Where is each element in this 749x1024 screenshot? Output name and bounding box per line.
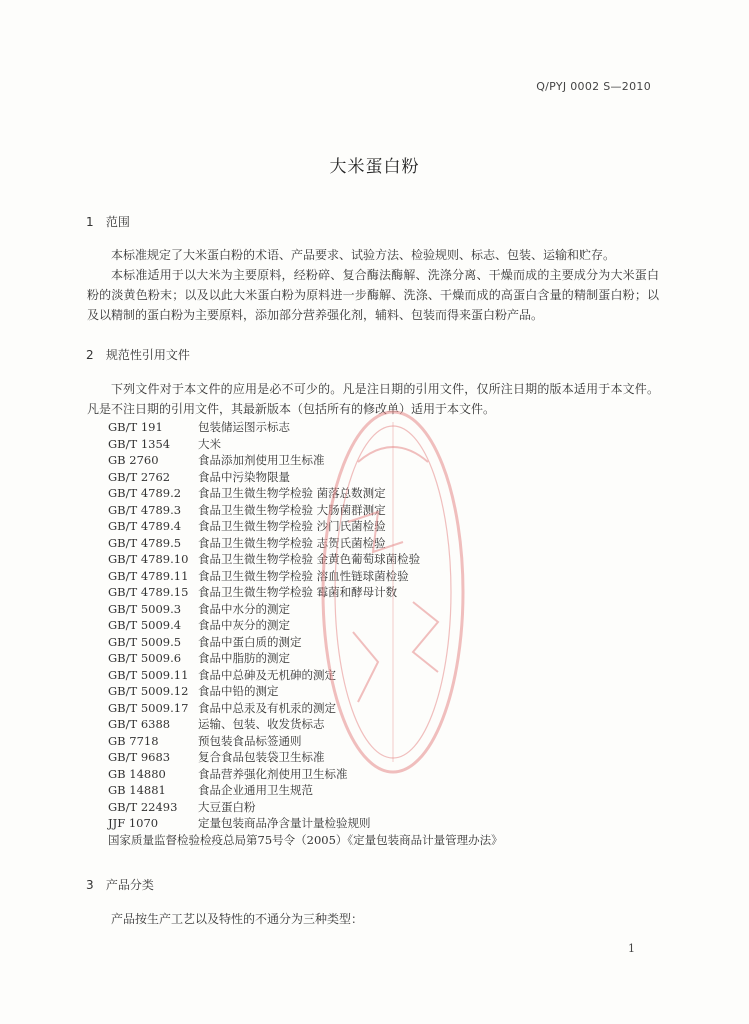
reference-title: 食品添加剂使用卫生标准 — [198, 453, 325, 467]
reference-item — [108, 700, 503, 717]
document-code: Q/PYJ 0002 S—2010 — [536, 80, 651, 93]
reference-code: GB 14880 — [108, 766, 166, 781]
reference-item — [108, 634, 503, 651]
scope-text — [87, 245, 659, 325]
reference-title: 食品卫生微生物学检验 霉菌和酵母计数 — [198, 585, 398, 599]
reference-title: 食品中总砷及无机砷的测定 — [198, 667, 336, 682]
reference-item — [108, 419, 503, 436]
normative-intro — [87, 379, 659, 419]
section-title: 范围 — [105, 215, 130, 229]
section-title: 规范性引用文件 — [105, 348, 190, 362]
reference-code: GB/T 5009.5 — [108, 634, 182, 649]
reference-title: 复合食品包装袋卫生标准 — [198, 750, 325, 764]
reference-title: 食品中脂肪的测定 — [198, 651, 290, 665]
reference-item — [108, 799, 503, 816]
reference-code: GB 2760 — [108, 453, 159, 467]
reference-title: 预包装食品标签通则 — [198, 733, 302, 748]
reference-title: 食品卫生微生物学检验 溶血性链球菌检验 — [198, 568, 409, 583]
reference-code: GB/T 1354 — [108, 436, 171, 451]
reference-item — [108, 766, 503, 783]
reference-title: 食品中蛋白质的测定 — [198, 634, 302, 649]
reference-code: GB/T 22493 — [108, 799, 178, 814]
reference-item — [108, 469, 503, 486]
reference-item — [108, 535, 503, 552]
section-number: 2 — [86, 348, 94, 362]
reference-title: 食品卫生微生物学检验 沙门氏菌检验 — [198, 519, 386, 533]
reference-title: 定量包装商品净含量计量检验规则 — [198, 816, 371, 830]
reference-code: GB 7718 — [108, 733, 159, 748]
reference-code: GB/T 4789.4 — [108, 519, 182, 533]
reference-title: 食品中污染物限量 — [198, 469, 290, 484]
reference-item — [108, 551, 503, 568]
reference-item — [108, 716, 503, 733]
reference-item — [108, 650, 503, 667]
section-number: 3 — [86, 878, 94, 892]
reference-code: GB/T 4789.11 — [108, 568, 189, 583]
reference-item — [108, 832, 503, 849]
reference-item — [108, 502, 503, 519]
reference-code: GB/T 191 — [108, 420, 163, 434]
reference-code: GB/T 4789.15 — [108, 585, 189, 599]
reference-item — [108, 452, 503, 469]
reference-title: 大豆蛋白粉 — [198, 799, 256, 814]
reference-item — [108, 485, 503, 502]
page-number: 1 — [628, 942, 635, 955]
scope-paragraph-2: 本标准适用于以大米为主要原料，经粉碎、复合酶法酶解、洗涤分离、干燥而成的主要成分为大米蛋白粉的淡黄色粉末；以及以此大米蛋白粉为原料进一步酶解、洗涤、干燥而成的高蛋白含量的精制蛋白粉；以及以精制的蛋白粉为主要原料，添加部分营养强化剂，辅料、包装而得来蛋白粉产品。 — [87, 268, 659, 322]
section-number: 1 — [86, 215, 94, 229]
reference-title: 包装储运图示标志 — [198, 420, 290, 434]
reference-code: JJF 1070 — [108, 816, 159, 830]
reference-title: 国家质量监督检验检疫总局第75号令（2005）《定量包装商品计量管理办法》 — [108, 832, 503, 847]
reference-item — [108, 733, 503, 750]
reference-code: GB/T 5009.12 — [108, 684, 189, 698]
reference-item — [108, 683, 503, 700]
reference-code: GB 14881 — [108, 783, 166, 797]
reference-code: GB/T 5009.6 — [108, 651, 182, 665]
reference-code: GB/T 5009.11 — [108, 667, 189, 682]
reference-title: 食品企业通用卫生规范 — [198, 783, 313, 797]
reference-title: 食品中水分的测定 — [198, 601, 290, 616]
classification-text — [87, 909, 659, 929]
section-heading-classification — [86, 876, 154, 893]
reference-title: 食品中总汞及有机汞的测定 — [198, 700, 336, 715]
reference-item — [108, 667, 503, 684]
reference-item — [108, 782, 503, 799]
reference-title: 食品中灰分的测定 — [198, 618, 290, 632]
reference-item — [108, 749, 503, 766]
reference-title: 大米 — [198, 436, 221, 451]
section-heading-normative — [86, 346, 190, 363]
reference-title: 食品卫生微生物学检验 金黄色葡萄球菌检验 — [198, 552, 421, 566]
reference-title: 食品中铅的测定 — [198, 684, 279, 698]
classification-intro: 产品按生产工艺以及特性的不通分为三种类型： — [111, 912, 364, 926]
reference-item — [108, 584, 503, 601]
normative-intro-paragraph: 下列文件对于本文件的应用是必不可少的。凡是注日期的引用文件，仅所注日期的版本适用于本文件。凡是不注日期的引用文件，其最新版本（包括所有的修改单）适用于本文件。 — [87, 382, 659, 416]
reference-code: GB/T 4789.2 — [108, 486, 182, 500]
reference-title: 食品卫生微生物学检验 大肠菌群测定 — [198, 502, 386, 517]
reference-item — [108, 815, 503, 832]
reference-item — [108, 568, 503, 585]
reference-code: GB/T 4789.3 — [108, 502, 182, 517]
reference-code: GB/T 5009.17 — [108, 700, 189, 715]
reference-code: GB/T 5009.3 — [108, 601, 182, 616]
reference-item — [108, 518, 503, 535]
reference-code: GB/T 2762 — [108, 469, 171, 484]
reference-code: GB/T 9683 — [108, 750, 171, 764]
reference-code: GB/T 4789.10 — [108, 552, 189, 566]
reference-code: GB/T 5009.4 — [108, 618, 182, 632]
reference-title: 食品卫生微生物学检验 志贺氏菌检验 — [198, 535, 386, 550]
reference-title: 食品卫生微生物学检验 菌落总数测定 — [198, 486, 386, 500]
reference-code: GB/T 4789.5 — [108, 535, 182, 550]
reference-item — [108, 601, 503, 618]
scope-paragraph-1: 本标准规定了大米蛋白粉的术语、产品要求、试验方法、检验规则、标志、包装、运输和贮存。 — [111, 248, 616, 262]
reference-title: 运输、包装、收发货标志 — [198, 717, 325, 731]
section-title: 产品分类 — [105, 878, 154, 892]
reference-list — [108, 419, 503, 848]
reference-code: GB/T 6388 — [108, 717, 171, 731]
section-heading-scope — [86, 213, 130, 230]
document-title: 大米蛋白粉 — [329, 157, 420, 177]
reference-item — [108, 617, 503, 634]
reference-title: 食品营养强化剂使用卫生标准 — [198, 766, 348, 781]
reference-item — [108, 436, 503, 453]
